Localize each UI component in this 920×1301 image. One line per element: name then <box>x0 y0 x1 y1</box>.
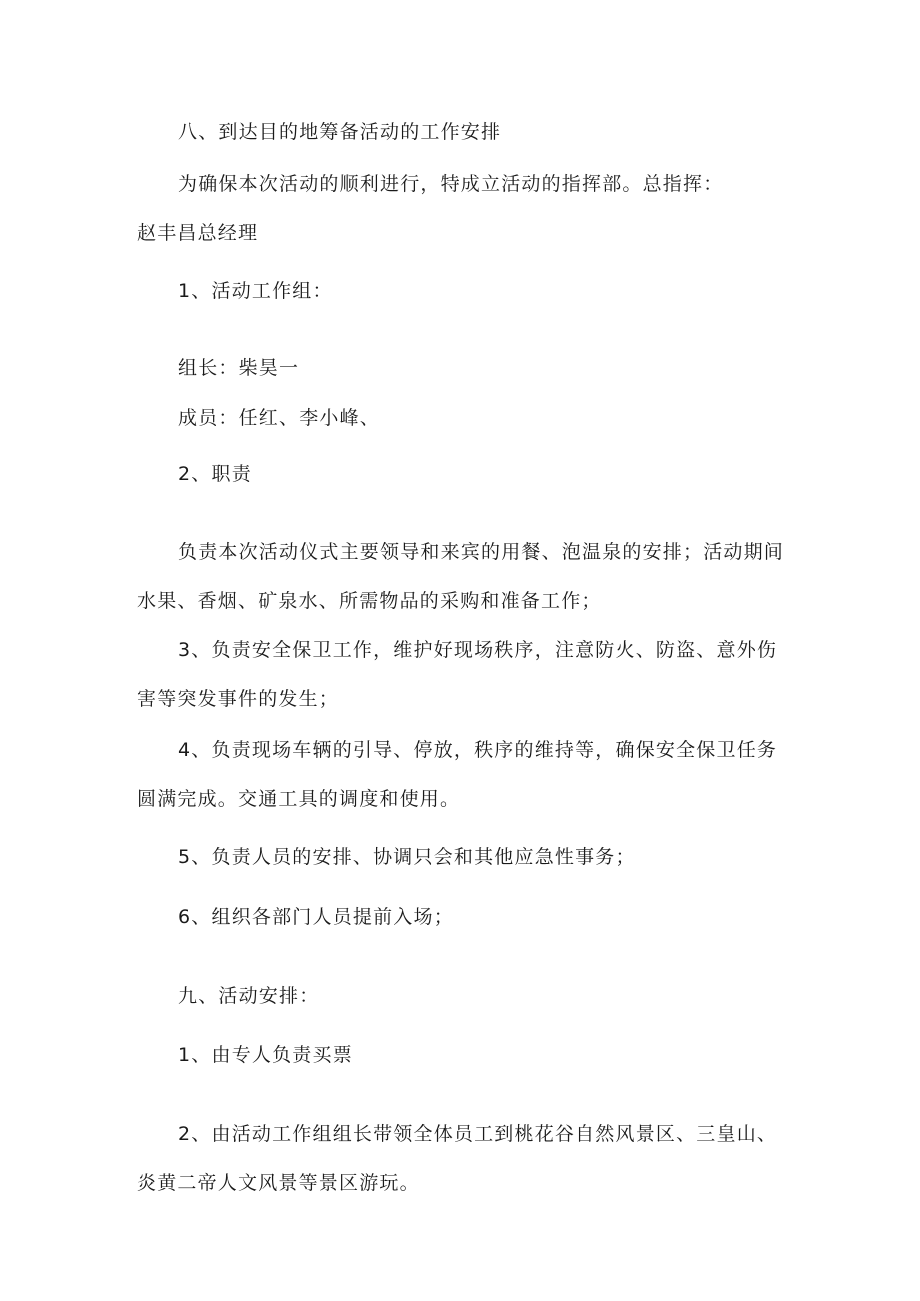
intro-line-2: 赵丰昌总经理 <box>137 222 259 244</box>
group-leader: 组长：柴昊一 <box>178 357 300 379</box>
item-6: 6、组织各部门人员提前入场； <box>178 906 454 928</box>
duties-heading: 2、职责 <box>178 463 252 485</box>
duty-1-line-1: 负责本次活动仪式主要领导和来宾的用餐、泡温泉的安排；活动期间 <box>178 541 785 563</box>
work-group-heading: 1、活动工作组： <box>178 280 333 302</box>
section-9-heading: 九、活动安排： <box>178 985 320 1007</box>
duty-1-line-2: 水果、香烟、矿泉水、所需物品的采购和准备工作； <box>137 590 602 612</box>
item-3-line-2: 害等突发事件的发生； <box>137 688 340 710</box>
section-9-item-2-line-2: 炎黄二帝人文风景等景区游玩。 <box>137 1172 420 1194</box>
intro-line-1: 为确保本次活动的顺利进行，特成立活动的指挥部。总指挥： <box>178 173 724 195</box>
item-4-line-2: 圆满完成。交通工具的调度和使用。 <box>137 788 461 810</box>
item-3-line-1: 3、负责安全保卫工作，维护好现场秩序，注意防火、防盗、意外伤 <box>178 639 778 661</box>
section-9-item-1: 1、由专人负责买票 <box>178 1044 353 1066</box>
item-5: 5、负责人员的安排、协调只会和其他应急性事务； <box>178 846 636 868</box>
group-members: 成员：任红、李小峰、 <box>178 407 381 429</box>
section-9-item-2-line-1: 2、由活动工作组组长带领全体员工到桃花谷自然风景区、三皇山、 <box>178 1123 778 1145</box>
section-8-heading: 八、到达目的地筹备活动的工作安排 <box>178 121 502 143</box>
item-4-line-1: 4、负责现场车辆的引导、停放，秩序的维持等，确保安全保卫任务 <box>178 739 778 761</box>
